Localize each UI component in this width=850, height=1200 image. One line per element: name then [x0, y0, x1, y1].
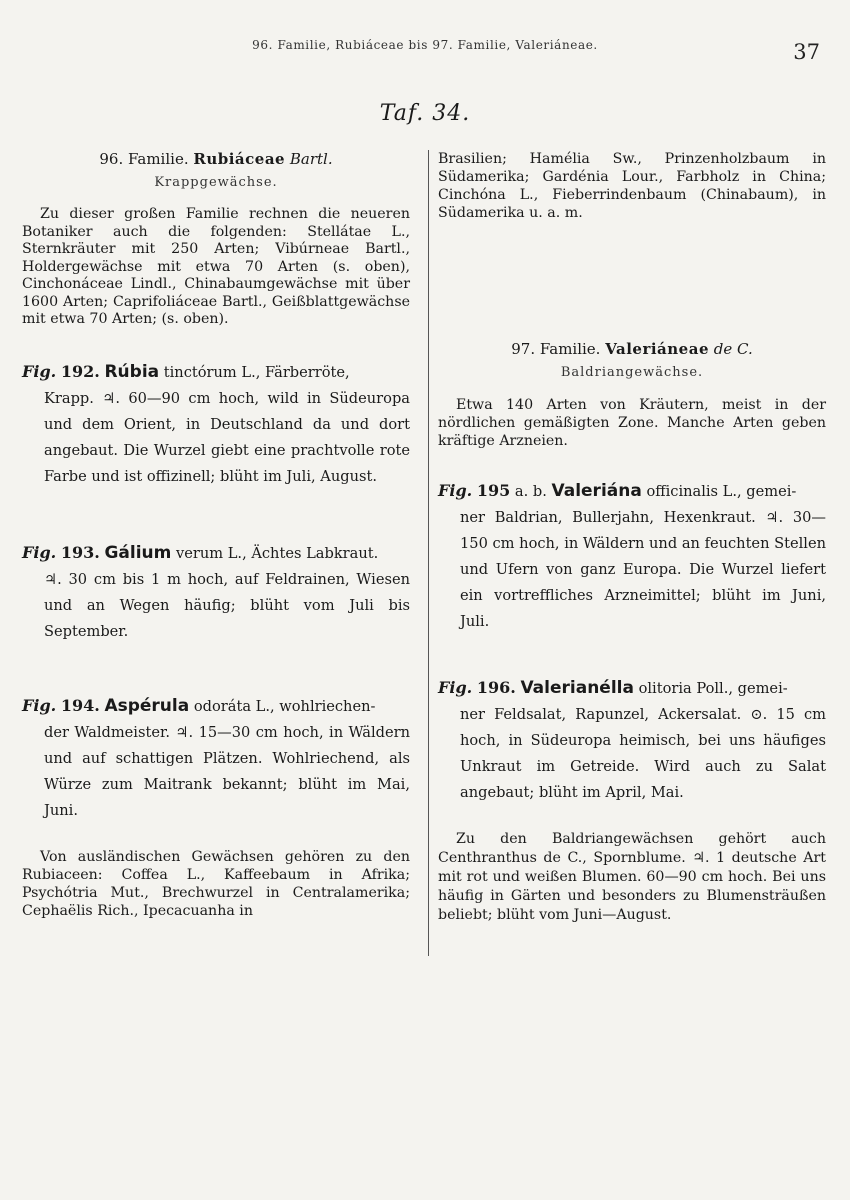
fig-label: Fig.	[22, 695, 57, 715]
running-head: 96. Familie, Rubiáceae bis 97. Familie, Valeriáneae.	[252, 38, 598, 52]
fig-number: 195	[476, 481, 511, 500]
fig-number: 192.	[60, 361, 100, 381]
fig-entry-196	[438, 675, 826, 806]
left-column	[22, 150, 410, 920]
fig-description: ner Feldsalat, Rapunzel, Ackersalat. ⊙. 15 cm hoch, in Südeuropa heimisch, bei uns häufiges Unkraut im Getreide. Wird auch zu Salat angebaut; blüht im April, Mai.	[460, 706, 826, 801]
right-column	[438, 150, 826, 925]
species-text: officinalis L., gemei-	[646, 483, 797, 500]
fig-entry-193	[22, 540, 410, 645]
plate-title: Taf. 34.	[379, 101, 471, 126]
fig-number: 194.	[60, 695, 100, 715]
genus-name: Valerianélla	[520, 678, 634, 698]
family-name: Rubiáceae	[193, 150, 286, 168]
fig-number: 193.	[60, 542, 100, 562]
family-name: Valeriáneae	[605, 340, 709, 358]
fig-entry-192	[22, 359, 410, 490]
fig-description: ner Baldrian, Bullerjahn, Hexenkraut. ♃. 30—150 cm hoch, in Wäldern und an feuchten Stellen und Ufern von ganz Europa. Die Wurzel liefert ein vortreffliches Arzneimittel; blüht im Juni, Juli.	[460, 509, 826, 630]
family-number: 97. Familie.	[511, 340, 601, 358]
family-author: de C.	[713, 340, 753, 358]
species-text: tinctórum L., Färberröte,	[163, 363, 350, 381]
fig-label: Fig.	[438, 481, 473, 500]
family-intro: Etwa 140 Arten von Kräutern, meist in der nördlichen gemäßigten Zone. Manche Arten geben kräftige Arzneien.	[438, 397, 826, 449]
fig-label: Fig.	[438, 678, 473, 697]
species-text: odoráta L., wohlriechen-	[193, 697, 376, 715]
species-text: olitoria Poll., gemei-	[638, 680, 788, 697]
family-heading-valerianeae	[438, 340, 826, 358]
genus-name: Gálium	[104, 542, 172, 563]
genus-name: Rúbia	[104, 361, 160, 382]
family-author: Bartl.	[289, 150, 333, 168]
continuation-paragraph: Brasilien; Hamélia Sw., Prinzenholzbaum in Südamerika; Gardénia Lour., Farbholz in China; Cinchóna L., Fieberrindenbaum (Chinabaum), in Südamerika u. a. m.	[438, 151, 826, 221]
fig-label: Fig.	[22, 542, 57, 562]
fig-number-suffix: a. b.	[514, 483, 547, 500]
fig-description: ♃. 30 cm bis 1 m hoch, auf Feldrainen, Wiesen und an Wegen häufig; blüht vom Juli bis September.	[44, 570, 410, 640]
fig-entry-194	[22, 693, 410, 824]
column-divider	[428, 150, 429, 956]
fig-description: Krapp. ♃. 60—90 cm hoch, wild in Südeuropa und dem Orient, in Deutschland da und dort angebaut. Die Wurzel giebt eine prachtvolle rote Farbe und ist offizinell; blüht im Juli, August.	[44, 389, 410, 485]
fig-label: Fig.	[22, 361, 57, 381]
species-text: verum L., Ächtes Labkraut.	[176, 544, 379, 562]
fig-number: 196.	[476, 678, 516, 697]
family-german-name: Baldriangewächse.	[560, 365, 704, 380]
page-number: 37	[793, 40, 820, 64]
family-number: 96. Familie.	[99, 150, 189, 168]
genus-name: Aspérula	[104, 695, 190, 716]
family-intro: Zu dieser großen Familie rechnen die neueren Botaniker auch die folgenden: Stellátae L., Sternkräuter mit 250 Arten; Vibúrneae Bartl., Holdergewächse mit etwa 70 Arten (s. oben), Cinchonáceae Lindl., Chinabaumgewächse mit über 1600 Arten; Caprifoliáceae Bartl., Geißblattgewächse mit etwa 70 Arten; (s. oben).	[22, 206, 410, 327]
genus-name: Valeriána	[551, 481, 642, 501]
fig-entry-195	[438, 478, 826, 635]
family-heading-rubiaceae	[22, 150, 410, 168]
fig-description: der Waldmeister. ♃. 15—30 cm hoch, in Wäldern und auf schattigen Plätzen. Wohlriechend, als Würze zum Maitrank bekannt; blüht im Mai, Juni.	[44, 723, 410, 819]
closing-paragraph: Von ausländischen Gewächsen gehören zu den Rubiaceen: Coffea L., Kaffeebaum in Afrika; Psychótria Mut., Brechwurzel in Centralamerika; Cephaëlis Rich., Ipecacuanha in	[22, 848, 410, 919]
family-german-name: Krappgewächse.	[154, 175, 278, 190]
closing-paragraph: Zu den Baldriangewächsen gehört auch Centhranthus de C., Spornblume. ♃. 1 deutsche Art mit rot und weißen Blumen. 60—90 cm hoch. Bei uns häufig in Gärten und besonders zu Blumensträußen beliebt; blüht vom Juni—August.	[438, 831, 826, 923]
